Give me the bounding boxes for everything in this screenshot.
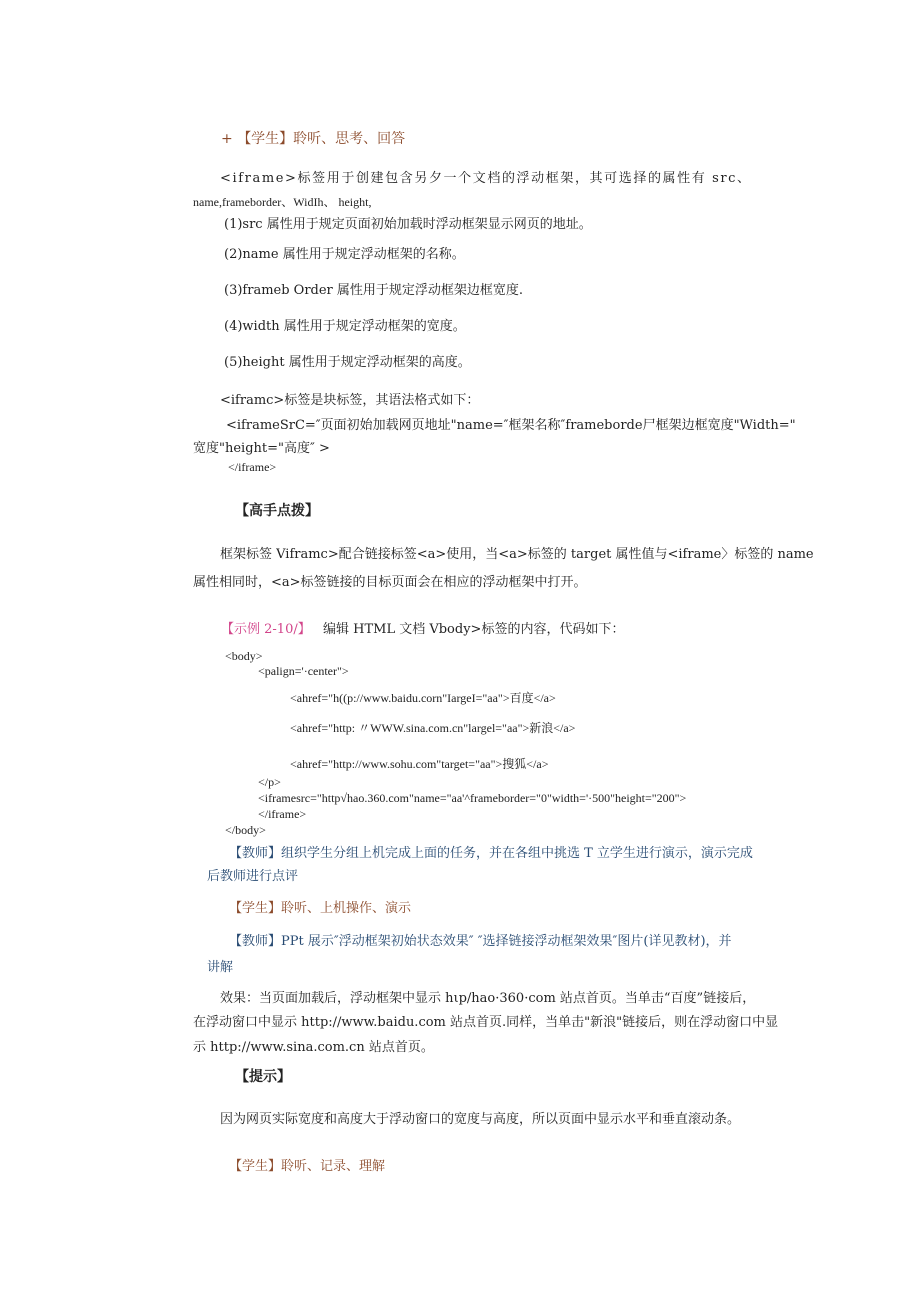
example-description: 编辑 HTML 文档 Vbody>标签的内容，代码如下：: [323, 622, 625, 637]
code-line: <iframesrc="http√hao.360.com"name="aa'^frameborder="0"width='·500"height="200">: [258, 791, 687, 805]
code-line: <ahref="h((p://www.baidu.corn"IargeI="aa">百度</a>: [290, 691, 556, 705]
syntax-line-2: 宽度"height="高度″ >: [193, 441, 330, 456]
code-line: <ahref="http://www.sohu.com"target="aa">搜狐</a>: [290, 757, 549, 771]
teacher2-line-2: 讲解: [207, 960, 234, 975]
effect-line-1: 效果：当页面加载后，浮动框架中显示 hιp∕hao·360·com 站点首页。当单击“百度”链接后，: [220, 991, 756, 1006]
example-label: 【示例 2-10/】: [221, 622, 311, 637]
tip-master-title: 【高手点拨】: [235, 503, 319, 519]
code-line: <body>: [225, 649, 263, 663]
code-line: </p>: [258, 775, 281, 789]
student-heading-1: [221, 130, 405, 148]
student-heading-2: 【学生】聆听、上机操作、演示: [229, 901, 412, 916]
iframe-intro-line-1: <iframe>标签用于创建包含另夕一个文档的浮动框架，其可选择的属性有 src、: [220, 171, 752, 186]
code-line: <ahref="http: 〃WWW.sina.com.cn"largel="aa">新浪</a>: [290, 721, 576, 735]
student-heading-1-text: 【学生】聆听、思考、回答: [237, 131, 406, 147]
syntax-line-1: <iframeSrC=″页面初始加载网页地址"name=″框架名称″frameborde尸框架边框宽度"Width=": [226, 418, 796, 433]
code-line: <palign='·center">: [258, 664, 349, 678]
syntax-intro: <iframc>标签是块标签，其语法格式如下：: [220, 393, 480, 408]
iframe-intro-line-2: name,frameborder、WidIh、 height,: [193, 195, 372, 209]
teacher-line-1: 【教师】组织学生分组上机完成上面的任务，并在各组中挑选 T 立学生进行演示，演示完成: [229, 846, 753, 861]
attribute-height: (5)height 属性用于规定浮动框架的高度。: [224, 355, 471, 370]
hint-title: 【提示】: [235, 1069, 291, 1085]
hint-text: 因为网页实际宽度和高度大于浮动窗口的宽度与高度，所以页面中显示水平和垂直滚动条。: [220, 1112, 741, 1127]
teacher2-line-1: 【教师】PPt 展示″浮动框架初始状态效果″ ″选择链接浮动框架效果″图片(详见教材)，并: [229, 934, 732, 949]
teacher-line-2: 后教师进行点评: [207, 869, 299, 884]
plus-marker: +: [221, 131, 233, 147]
code-line: </iframe>: [258, 807, 307, 821]
code-line: </body>: [225, 823, 266, 837]
effect-line-2: 在浮动窗口中显示 http://www.baidu.com 站点首页.同样，当单击"新浪"链接后，则在浮动窗口中显: [193, 1015, 779, 1030]
effect-line-3: 示 http://www.sina.com.cn 站点首页。: [193, 1040, 434, 1055]
tip-master-line-1: 框架标签 Viframc>配合链接标签<a>使用，当<a>标签的 target 属性值与<iframe〉标签的 name: [220, 547, 814, 562]
student-heading-3: 【学生】聆听、记录、理解: [229, 1159, 386, 1174]
attribute-width: (4)width 属性用于规定浮动框架的宽度。: [224, 319, 466, 334]
syntax-line-3: </iframe>: [228, 460, 277, 474]
tip-master-line-2: 属性相同时，<a>标签链接的目标页面会在相应的浮动框架中打开。: [193, 575, 587, 590]
attribute-src: (1)src 属性用于规定页面初始加载时浮动框架显示网页的地址。: [224, 217, 592, 232]
attribute-frameborder: (3)frameb Order 属性用于规定浮动框架边框宽度.: [224, 283, 524, 298]
attribute-name: (2)name 属性用于规定浮动框架的名称。: [224, 247, 465, 262]
